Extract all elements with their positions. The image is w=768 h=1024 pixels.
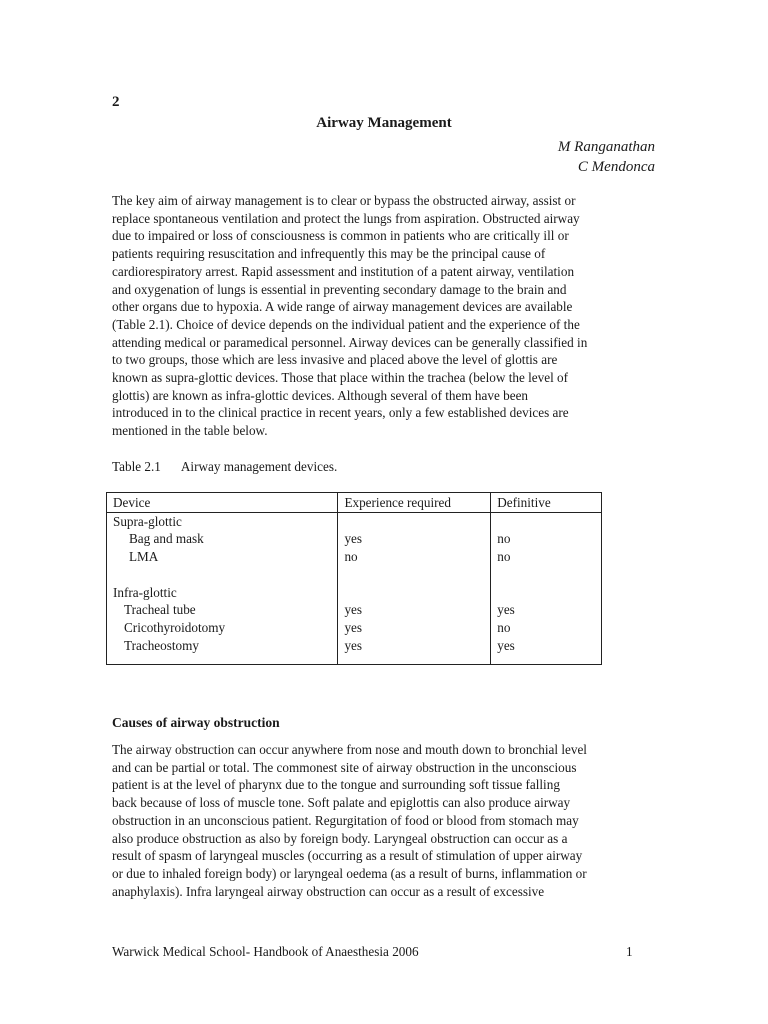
text-line: due to impaired or loss of consciousness is common in patients who are critically ill or (112, 228, 569, 244)
table-row (107, 637, 602, 665)
airway-devices-table (106, 492, 602, 665)
text-line: and oxygenation of lungs is essential in preventing secondary damage to the brain and (112, 281, 567, 297)
causes-paragraph (112, 741, 657, 900)
text-line: cardiorespiratory arrest. Rapid assessment and institution of a patent airway, ventilation (112, 263, 575, 279)
text-line: attending medical or paramedical personnel. Airway devices can be generally classified in (112, 334, 588, 350)
table-row (107, 530, 602, 548)
table-caption (112, 459, 337, 475)
text-line: known as supra-glottic devices. Those that place within the trachea (below the level of (112, 370, 569, 386)
footer-page-number: 1 (626, 944, 633, 959)
cell-device: Cricothyroidotomy (107, 619, 338, 637)
header-experience: Experience required (338, 493, 491, 513)
text-line: obstruction in an unconscious patient. Regurgitation of food or blood from stomach may (112, 812, 579, 828)
table-row (107, 548, 602, 566)
text-line: and can be partial or total. The commonest site of airway obstruction in the unconscious (112, 759, 577, 775)
table-row (107, 584, 602, 602)
text-line: The airway obstruction can occur anywhere from nose and mouth down to bronchial level (112, 742, 587, 757)
cell-definitive (491, 584, 602, 602)
table-header-row (107, 493, 602, 513)
author-list (558, 137, 655, 177)
cell-definitive: yes (491, 637, 602, 665)
table-caption-text: Airway management devices. (180, 459, 338, 474)
cell-definitive: yes (491, 601, 602, 619)
text-line: anaphylaxis). Infra laryngeal airway obstruction can occur as a result of excessive (112, 883, 545, 899)
cell-device (107, 566, 338, 584)
text-line: patient is at the level of pharynx due to the tongue and surrounding soft tissue falling (112, 777, 560, 793)
footer-source: Warwick Medical School- Handbook of Anaesthesia 2006 (112, 944, 419, 959)
text-line: back because of loss of muscle tone. Soft palate and epiglottis can also produce airway (112, 795, 571, 811)
text-line: to two groups, those which are less invasive and placed above the level of glottis are (112, 352, 558, 368)
table-row (107, 566, 602, 584)
cell-device: Bag and mask (107, 530, 338, 548)
section-heading: Causes of airway obstruction (112, 715, 280, 730)
cell-device: Infra-glottic (107, 584, 338, 602)
cell-device: Supra-glottic (107, 512, 338, 530)
header-definitive: Definitive (491, 493, 602, 513)
text-line: patients requiring resuscitation and infrequently this may be the principal cause of (112, 246, 546, 262)
intro-paragraph (112, 192, 657, 440)
cell-definitive: no (491, 619, 602, 637)
cell-definitive (491, 566, 602, 584)
text-line: glottis) are known as infra-glottic devices. Although several of them have been (112, 387, 529, 403)
cell-definitive: no (491, 548, 602, 566)
cell-experience: yes (338, 619, 491, 637)
text-line: also produce obstruction as also by foreign body. Laryngeal obstruction can occur as a (112, 830, 568, 846)
table-row (107, 601, 602, 619)
cell-device: Tracheostomy (107, 637, 338, 665)
cell-experience (338, 584, 491, 602)
cell-definitive (491, 512, 602, 530)
table-caption-number: Table 2.1 (112, 459, 161, 474)
table-row (107, 619, 602, 637)
text-line: (Table 2.1). Choice of device depends on the individual patient and the experience of the (112, 316, 580, 332)
table-body (107, 512, 602, 664)
text-line: The key aim of airway management is to clear or bypass the obstructed airway, assist or (112, 193, 576, 208)
cell-experience (338, 566, 491, 584)
text-line: or due to inhaled foreign body) or laryngeal oedema (as a result of burns, inflammation or (112, 865, 587, 881)
cell-experience: no (338, 548, 491, 566)
cell-experience: yes (338, 601, 491, 619)
text-line: mentioned in the table below. (112, 423, 268, 439)
cell-definitive: no (491, 530, 602, 548)
cell-device: LMA (107, 548, 338, 566)
text-line: introduced in to the clinical practice in recent years, only a few established devices are (112, 405, 569, 421)
author-name: C Mendonca (577, 159, 655, 175)
table-row (107, 512, 602, 530)
header-device: Device (107, 493, 338, 513)
cell-device: Tracheal tube (107, 601, 338, 619)
chapter-number: 2 (112, 94, 120, 110)
cell-experience: yes (338, 637, 491, 665)
text-line: other organs due to hypoxia. A wide range of airway management devices are available (112, 299, 573, 315)
text-line: replace spontaneous ventilation and protect the lungs from aspiration. Obstructed airway (112, 210, 580, 226)
author-name: M Ranganathan (557, 139, 655, 155)
cell-experience (338, 512, 491, 530)
cell-experience: yes (338, 530, 491, 548)
document-title: Airway Management (316, 115, 452, 131)
text-line: result of spasm of laryngeal muscles (occurring as a result of stimulation of upper airway (112, 848, 583, 864)
